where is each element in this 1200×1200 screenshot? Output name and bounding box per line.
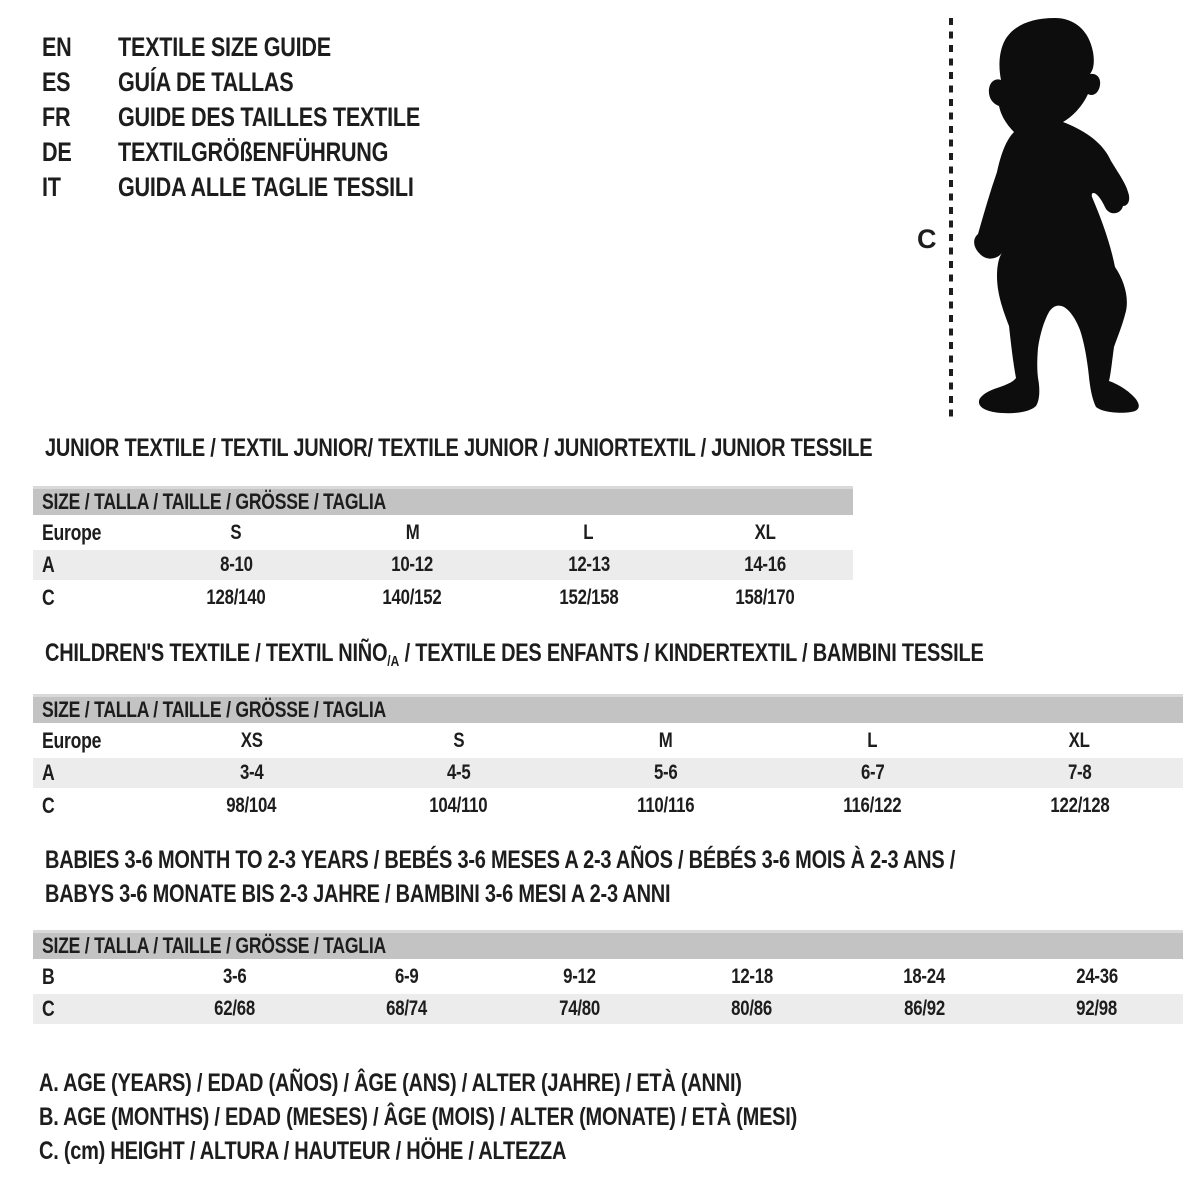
size-table-header-bar [33, 486, 853, 515]
age-cell: 6-7 [860, 761, 885, 784]
height-cell: 104/110 [429, 793, 488, 817]
age-cell: 10-12 [391, 553, 434, 576]
age-cell: 24-36 [1075, 964, 1118, 988]
height-cell: 74/80 [558, 997, 600, 1020]
language-title: GUIDE DES TAILLES TEXTILE [118, 102, 421, 132]
row-label: Europe [42, 727, 102, 753]
language-title-block [42, 30, 496, 205]
nino-a-subscript: /A [387, 653, 400, 670]
row-label: Europe [42, 519, 102, 545]
language-code: DE [42, 137, 72, 167]
language-row [42, 170, 496, 205]
language-title: TEXTILGRÖßENFÜHRUNG [118, 137, 389, 167]
language-title: GUÍA DE TALLAS [118, 67, 294, 97]
size-table-header: SIZE / TALLA / TAILLE / GRÖSSE / TAGLIA [42, 697, 386, 722]
age-cell: 14-16 [743, 553, 786, 576]
height-cell: 152/158 [559, 585, 619, 609]
table-row-europe [33, 723, 1183, 758]
height-cell: 92/98 [1076, 997, 1118, 1020]
table-row-age-months [33, 959, 1183, 994]
size-table-header-bar [33, 930, 1183, 959]
height-cell: 62/68 [213, 997, 255, 1020]
height-cell: 98/104 [226, 793, 277, 817]
language-code: IT [42, 172, 61, 202]
language-code: EN [42, 32, 72, 62]
baby-silhouette [974, 18, 1139, 413]
table-row-height [33, 788, 1183, 823]
height-cell: 110/116 [636, 793, 695, 817]
size-table-header: SIZE / TALLA / TAILLE / GRÖSSE / TAGLIA [42, 933, 386, 958]
junior-size-table [33, 486, 853, 615]
height-cell: 122/128 [1049, 793, 1110, 817]
legend-line-a: A. AGE (YEARS) / EDAD (AÑOS) / ÂGE (ANS) / ALTER (JAHRE) / ETÀ (ANNI) [39, 1068, 742, 1097]
table-row-age [33, 758, 1183, 788]
size-cell: XL [754, 520, 776, 544]
children-size-table [33, 694, 1183, 823]
age-cell: 5-6 [653, 761, 678, 784]
age-cell: 9-12 [562, 964, 596, 988]
row-label: C [42, 996, 55, 1021]
legend-line-b: B. AGE (MONTHS) / EDAD (MESES) / ÂGE (MOIS) / ALTER (MONATE) / ETÀ (MESI) [39, 1102, 798, 1131]
age-cell: 8-10 [219, 553, 253, 576]
height-figure [900, 10, 1160, 425]
table-row-height [33, 994, 1183, 1024]
children-section-title: CHILDREN'S TEXTILE / TEXTIL $NIÑO_{/A}$ / TEXTILE DES ENFANTS / KINDERTEXTIL / BAMBINI TESSILE [45, 639, 984, 670]
row-label: B [42, 963, 55, 989]
height-measure-label: C [917, 224, 937, 254]
babies-section-title: BABIES 3-6 MONTH TO 2-3 YEARS / BEBÉS 3-6 MESES A 2-3 AÑOS / BÉBÉS 3-6 MOIS À 2-3 ANS / BABYS 3-6 MONATE BIS 2-3 JAHRE / BAMBINI 3-6 MESI A 2-3 ANNI [45, 846, 956, 908]
height-cell: 116/122 [843, 793, 902, 817]
height-cell: 158/170 [735, 585, 795, 609]
size-cell: S [230, 520, 242, 544]
age-cell: 7-8 [1067, 761, 1092, 784]
language-row [42, 135, 496, 170]
row-label: A [42, 552, 55, 577]
size-cell: M [658, 728, 673, 752]
size-cell: XL [1069, 728, 1090, 752]
row-label: A [42, 760, 55, 785]
language-row [42, 30, 496, 65]
age-cell: 12-13 [567, 553, 610, 576]
age-cell: 18-24 [903, 964, 946, 988]
size-cell: S [453, 728, 464, 752]
table-row-height [33, 580, 853, 615]
row-label: C [42, 792, 55, 818]
babies-size-table [33, 930, 1183, 1024]
height-cell: 140/152 [382, 585, 442, 609]
language-title: GUIDA ALLE TAGLIE TESSILI [118, 172, 414, 202]
size-cell: XS [240, 728, 263, 752]
size-cell: L [583, 520, 594, 544]
language-row [42, 65, 496, 100]
language-code: ES [42, 67, 71, 97]
height-cell: 80/86 [731, 997, 773, 1020]
row-label: C [42, 584, 55, 610]
height-cell: 68/74 [386, 997, 428, 1020]
language-title: TEXTILE SIZE GUIDE [118, 32, 331, 62]
size-table-header: SIZE / TALLA / TAILLE / GRÖSSE / TAGLIA [42, 489, 386, 514]
age-cell: 6-9 [394, 964, 419, 988]
language-row [42, 100, 496, 135]
legend-line-c: C. (cm) HEIGHT / ALTURA / HAUTEUR / HÖHE / ALTEZZA [39, 1136, 567, 1165]
height-cell: 86/92 [903, 997, 945, 1020]
height-cell: 128/140 [206, 585, 266, 609]
age-cell: 4-5 [446, 761, 471, 784]
age-cell: 3-4 [239, 761, 264, 784]
table-row-age [33, 550, 853, 580]
age-cell: 3-6 [222, 964, 247, 988]
size-cell: M [405, 520, 420, 544]
legend [39, 1066, 987, 1168]
table-row-europe [33, 515, 853, 550]
junior-section-title: JUNIOR TEXTILE / TEXTIL JUNIOR/ TEXTILE JUNIOR / JUNIORTEXTIL / JUNIOR TESSILE [45, 434, 873, 462]
size-table-header-bar [33, 694, 1183, 723]
size-cell: L [867, 728, 878, 752]
language-code: FR [42, 102, 71, 132]
age-cell: 12-18 [730, 964, 773, 988]
